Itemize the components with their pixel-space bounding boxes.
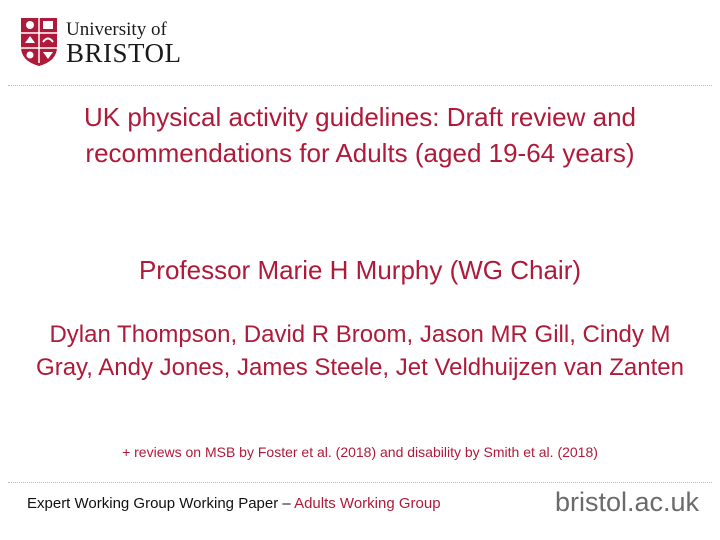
logo-text-bristol: BRISTOL bbox=[66, 38, 182, 68]
author-list: Dylan Thompson, David R Broom, Jason MR Gill, Cindy M Gray, Andy Jones, James Steele, Jet Veldhuijzen van Zanten bbox=[36, 321, 684, 381]
footer-divider bbox=[8, 482, 712, 483]
reviews-note: + reviews on MSB by Foster et al. (2018) and disability by Smith et al. (2018) bbox=[122, 444, 598, 460]
footer-text-group: Adults Working Group bbox=[294, 495, 441, 512]
bristol-crest-icon bbox=[20, 17, 58, 67]
slide-title: UK physical activity guidelines: Draft review and recommendations for Adults (aged 19-64 years) bbox=[83, 102, 637, 168]
logo-text-university-of: University of bbox=[66, 19, 167, 40]
footer-text-prefix: Expert Working Group Working Paper – bbox=[27, 495, 295, 512]
footer-label bbox=[27, 495, 441, 512]
footer-site-url: bristol.ac.uk bbox=[554, 487, 699, 517]
top-divider bbox=[8, 85, 712, 86]
university-logo bbox=[20, 17, 180, 71]
working-group-chair: Professor Marie H Murphy (WG Chair) bbox=[138, 255, 582, 285]
